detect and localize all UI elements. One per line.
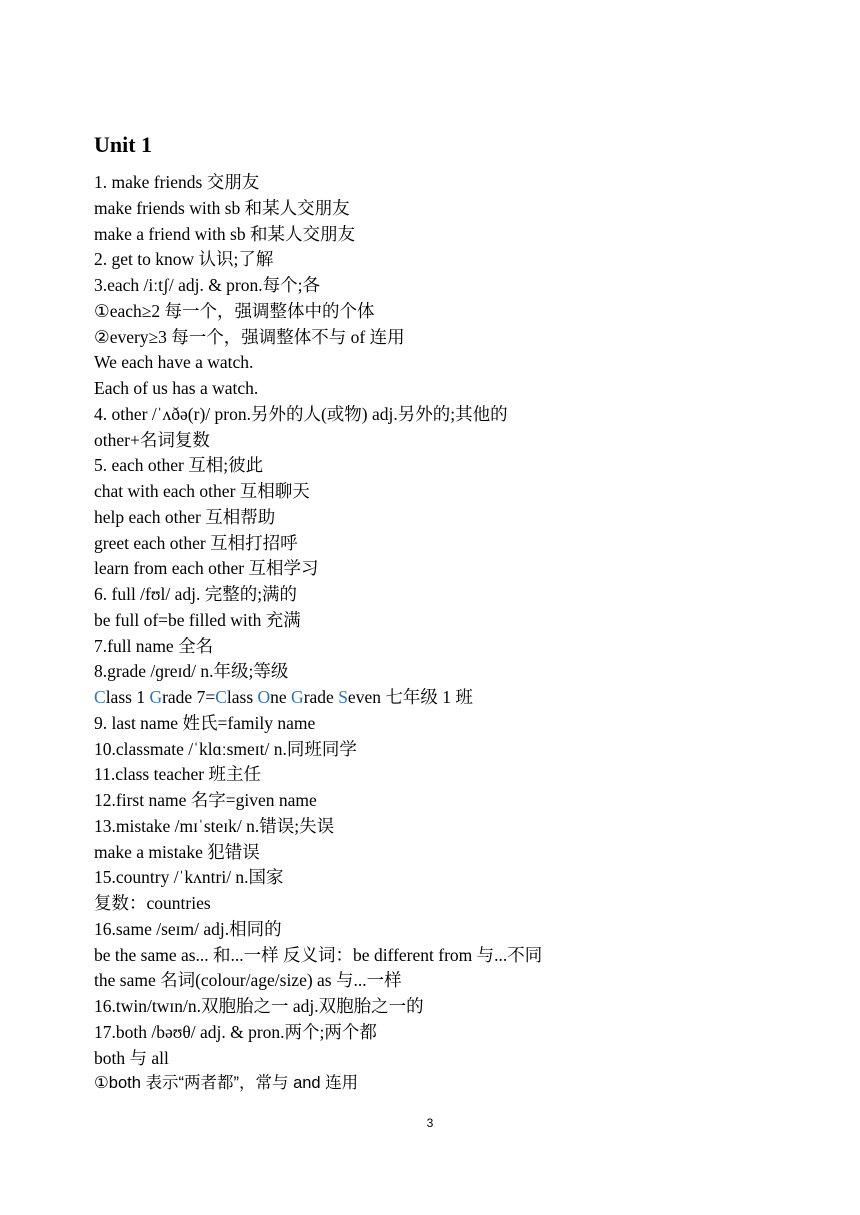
text-line: ①each≥2 每一个，强调整体中的个体 (94, 300, 375, 321)
text-line: 4. other /ˈʌðə(r)/ pron.另外的人(或物) adj.另外的;其他的 (94, 403, 508, 424)
text-line: 复数：countries (94, 893, 211, 913)
text-line: 16.same /seɪm/ adj.相同的 (94, 918, 282, 939)
unit-title: Unit 1 (94, 132, 153, 157)
text-line: Each of us has a watch. (94, 378, 259, 398)
text-line: 16.twin/twɪn/n.双胞胎之一 adj.双胞胎之一的 (94, 996, 424, 1016)
text-line: 8.grade /ɡreɪd/ n.年级;等级 (94, 661, 289, 682)
text-line: be the same as... 和...一样 反义词：be different from 与...不同 (94, 944, 543, 965)
highlighted-letter: C (94, 687, 106, 707)
text-line: 6. full /fʊl/ adj. 完整的;满的 (94, 584, 298, 604)
text-line: help each other 互相帮助 (94, 506, 276, 527)
text-line: 1. make friends 交朋友 (94, 172, 260, 192)
text-line: ②every≥3 每一个，强调整体不与 of 连用 (94, 326, 405, 347)
highlighted-letter: G (149, 687, 163, 707)
text-line: 7.full name 全名 (94, 635, 214, 656)
text-line: 13.mistake /mɪˈsteɪk/ n.错误;失误 (94, 815, 335, 836)
text-line: 2. get to know 认识;了解 (94, 249, 274, 270)
text-line: 11.class teacher 班主任 (94, 764, 262, 785)
text-segment: lass (226, 687, 258, 707)
text-line: be full of=be filled with 充满 (94, 609, 301, 630)
text-segment: lass 1 (105, 687, 150, 707)
text-line: learn from each other 互相学习 (94, 558, 319, 579)
text-line: 5. each other 互相;彼此 (94, 455, 264, 476)
text-line: 3.each /iːtʃ/ adj. & pron.每个;各 (94, 275, 320, 295)
text-line: 10.classmate /ˈklɑːsmeɪt/ n.同班同学 (94, 738, 357, 759)
text-line: 9. last name 姓氏=family name (94, 712, 316, 733)
text-line: 12.first name 名字=given name (94, 790, 317, 810)
text-line: make a mistake 犯错误 (94, 841, 260, 862)
text-line: We each have a watch. (94, 352, 254, 373)
highlighted-letter: C (215, 687, 227, 707)
text-segment: even 七年级 1 班 (347, 687, 473, 707)
text-segment: rade 7= (162, 687, 216, 707)
text-segment: rade (303, 687, 339, 707)
text-line: other+名词复数 (94, 429, 210, 450)
highlighted-letter: G (291, 687, 304, 707)
text-line: greet each other 互相打招呼 (94, 532, 298, 553)
text-line: 17.both /bəʊθ/ adj. & pron.两个;两个都 (94, 1021, 377, 1042)
text-line: both 与 all (94, 1047, 169, 1068)
vocabulary-list (94, 170, 794, 1097)
text-line: ①both 表示“两者都”，常与 and 连用 (94, 1074, 359, 1093)
highlighted-letter: O (257, 687, 271, 707)
text-line: the same 名词(colour/age/size) as 与...一样 (94, 970, 402, 991)
page-number: 3 (426, 1116, 434, 1130)
highlighted-letter: S (338, 687, 348, 707)
text-segment: ne (270, 687, 292, 707)
text-line: chat with each other 互相聊天 (94, 481, 310, 501)
text-line: make a friend with sb 和某人交朋友 (94, 223, 355, 244)
text-line: make friends with sb 和某人交朋友 (94, 197, 350, 218)
class-grade-line (94, 685, 794, 711)
text-line: 15.country /ˈkʌntri/ n.国家 (94, 867, 284, 888)
